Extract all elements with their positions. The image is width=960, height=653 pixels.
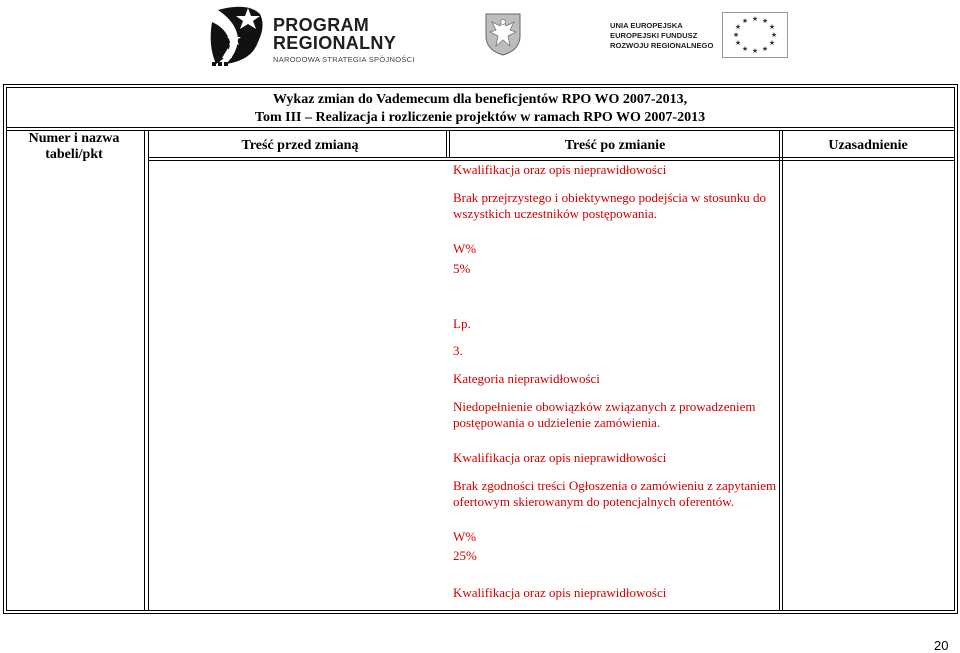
program-logo-line3: NARODOWA STRATEGIA SPÓJNOŚCI <box>273 55 415 64</box>
svg-text:★: ★ <box>768 39 776 47</box>
eu-fund-logo <box>610 12 790 60</box>
title-volume-subject: Realizacja i rozliczenie projektów w ramach RPO WO 2007-2013 <box>315 110 706 125</box>
document-title-line2 <box>0 110 960 126</box>
irregularity-description-2-line2: ofertowym skierowanym do potencjalnych oferentów. <box>453 493 735 509</box>
svg-text:★: ★ <box>761 17 769 25</box>
percent-value-1: 5% <box>453 261 471 276</box>
col-separator-1 <box>144 130 145 611</box>
svg-text:★: ★ <box>734 23 742 31</box>
percent-value-2: 25% <box>453 548 477 563</box>
category-description <box>453 399 756 430</box>
category-description-line2: postępowania o udzielenie zamówienia. <box>453 414 661 430</box>
column-header-number-name-line1: Numer i nazwa <box>28 131 120 146</box>
title-divider <box>6 127 955 128</box>
irregularity-description-2-line1: Brak zgodności treści Ogłoszenia o zamówieniu z zapytaniem <box>453 478 777 493</box>
title-dash: – <box>301 110 316 125</box>
lp-label: Lp. <box>453 316 471 331</box>
percent-label-2: W% <box>453 529 477 544</box>
svg-text:★: ★ <box>734 39 742 47</box>
irregularity-description-1-line2: wszystkich uczestników postępowania. <box>453 205 657 221</box>
svg-text:★: ★ <box>761 45 769 53</box>
qualification-heading-3: Kwalifikacja oraz opis nieprawidłowości <box>453 585 667 600</box>
svg-text:★: ★ <box>751 15 759 23</box>
star-emblem-icon <box>208 2 270 68</box>
svg-text:★: ★ <box>732 31 740 39</box>
svg-text:★: ★ <box>768 23 776 31</box>
category-heading: Kategoria nieprawidłowości <box>453 371 600 386</box>
svg-text:★: ★ <box>741 45 749 53</box>
col-separator-3b <box>782 130 783 611</box>
irregularity-description-1-line1: Brak przejrzystego i obiektywnego podejścia w stosunku do <box>453 190 767 205</box>
column-header-number-name <box>4 131 144 163</box>
program-logo-line2: REGIONALNY <box>273 33 397 53</box>
program-logo-line1: PROGRAM <box>273 15 370 35</box>
column-header-before: Treść przed zmianą <box>241 138 359 153</box>
page-number: 20 <box>934 638 949 653</box>
irregularity-description-2 <box>453 478 776 509</box>
irregularity-description-1 <box>453 190 766 221</box>
eu-logo-line2: EUROPEJSKI FUNDUSZ <box>610 31 698 40</box>
percent-label-1: W% <box>453 241 477 256</box>
eu-logo-line1: UNIA EUROPEJSKA <box>610 21 683 30</box>
document-title-line1: Wykaz zmian do Vademecum dla beneficjentów RPO WO 2007-2013, <box>272 92 688 107</box>
col-separator-3 <box>779 130 780 611</box>
column-header-after: Treść po zmianie <box>564 138 666 153</box>
eu-flag-icon <box>722 12 788 58</box>
category-description-line1: Niedopełnienie obowiązków związanych z prowadzeniem <box>453 399 756 414</box>
title-volume: Tom III <box>254 110 302 125</box>
header-row-divider-b <box>148 160 955 161</box>
eu-logo-line3: ROZWOJU REGIONALNEGO <box>610 41 714 50</box>
column-header-number-name-line2: tabeli/pkt <box>45 147 103 162</box>
qualification-heading-2: Kwalifikacja oraz opis nieprawidłowości <box>453 450 667 465</box>
svg-text:★: ★ <box>770 31 778 39</box>
lp-value: 3. <box>453 343 463 358</box>
column-header-justification: Uzasadnienie <box>828 138 908 153</box>
header-row-divider <box>148 157 955 158</box>
program-regionalny-logo <box>208 2 423 68</box>
svg-text:★: ★ <box>741 17 749 25</box>
svg-text:★: ★ <box>751 47 759 55</box>
opole-eagle-coat-of-arms-icon <box>484 12 522 56</box>
qualification-heading-1: Kwalifikacja oraz opis nieprawidłowości <box>453 162 667 177</box>
col-separator-1b <box>148 130 149 611</box>
